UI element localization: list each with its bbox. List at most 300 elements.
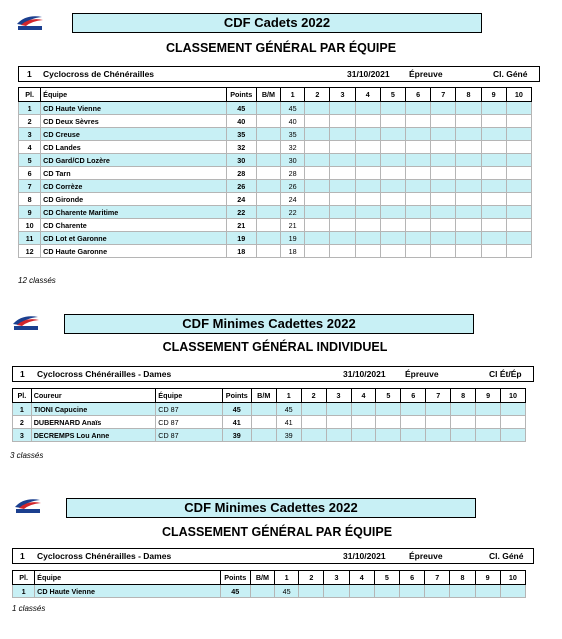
table-cell-empty	[251, 403, 276, 416]
table-cell-empty	[431, 128, 456, 141]
table-cell: 35	[281, 128, 305, 141]
table-cell-empty	[426, 403, 451, 416]
table-cell-empty	[330, 154, 355, 167]
table-cell-empty	[305, 193, 330, 206]
table-row	[19, 232, 532, 245]
classified-count: 3 classés	[10, 451, 44, 460]
section-subtitle: CLASSEMENT GÉNÉRAL PAR ÉQUIPE	[161, 525, 393, 539]
table-cell: CD Gard/CD Lozère	[41, 154, 226, 167]
table-cell-empty	[355, 115, 380, 128]
race-info-bar	[12, 548, 534, 564]
race-epreuve: Épreuve	[409, 551, 443, 561]
col-header: B/M	[250, 571, 274, 585]
table-cell-empty	[330, 245, 355, 258]
table-cell: CD Charente Maritime	[41, 206, 226, 219]
table-cell-empty	[506, 245, 531, 258]
table-cell-empty	[405, 245, 430, 258]
table-cell-empty	[256, 167, 280, 180]
table-cell: 45	[275, 585, 299, 598]
col-header: 7	[431, 88, 456, 102]
table-cell-empty	[501, 403, 526, 416]
table-cell-empty	[256, 180, 280, 193]
col-header: 3	[324, 571, 349, 585]
col-header: B/M	[251, 389, 276, 403]
race-date: 31/10/2021	[343, 551, 386, 561]
table-cell: 1	[13, 585, 35, 598]
table-cell-empty	[405, 193, 430, 206]
table-cell-empty	[456, 219, 481, 232]
table-cell-empty	[431, 154, 456, 167]
table-cell-empty	[380, 115, 405, 128]
table-cell-empty	[431, 141, 456, 154]
race-name: Cyclocross Chénérailles - Dames	[37, 551, 172, 561]
table-cell: 9	[19, 206, 41, 219]
table-cell-empty	[376, 429, 401, 442]
table-row	[13, 403, 526, 416]
table-cell-empty	[326, 416, 351, 429]
table-cell-empty	[380, 193, 405, 206]
col-header: Pl.	[13, 389, 32, 403]
table-cell-empty	[256, 232, 280, 245]
table-cell-empty	[456, 232, 481, 245]
table-cell-empty	[431, 193, 456, 206]
table-cell-empty	[476, 429, 501, 442]
col-header: 8	[451, 389, 476, 403]
table-cell-empty	[506, 193, 531, 206]
table-cell-empty	[355, 245, 380, 258]
col-header: 9	[476, 389, 501, 403]
table-cell-empty	[405, 102, 430, 115]
table-cell: 41	[222, 416, 251, 429]
col-header: 8	[450, 571, 475, 585]
table-cell: CD 87	[156, 429, 222, 442]
table-cell-empty	[456, 141, 481, 154]
table-cell-empty	[355, 154, 380, 167]
race-epreuve: Épreuve	[405, 369, 439, 379]
col-header: 8	[456, 88, 481, 102]
col-header: 10	[500, 571, 525, 585]
table-cell: 5	[19, 154, 41, 167]
table-cell-empty	[351, 416, 376, 429]
table-cell-empty	[451, 403, 476, 416]
table-row	[13, 416, 526, 429]
table-cell-empty	[305, 128, 330, 141]
table-cell-empty	[405, 115, 430, 128]
table-cell: 41	[276, 416, 301, 429]
col-header: 2	[299, 571, 324, 585]
table-cell: 12	[19, 245, 41, 258]
table-cell-empty	[456, 115, 481, 128]
section-title: CDF Minimes Cadettes 2022	[66, 498, 476, 518]
table-cell: CD Landes	[41, 141, 226, 154]
table-cell: CD Tarn	[41, 167, 226, 180]
table-cell-empty	[456, 154, 481, 167]
table-cell-empty	[456, 128, 481, 141]
table-cell-empty	[456, 102, 481, 115]
table-cell: 8	[19, 193, 41, 206]
table-row	[19, 128, 532, 141]
table-cell-empty	[355, 128, 380, 141]
table-cell-empty	[330, 206, 355, 219]
table-cell-empty	[330, 180, 355, 193]
table-cell: CD Creuse	[41, 128, 226, 141]
table-cell-empty	[256, 206, 280, 219]
table-cell-empty	[405, 206, 430, 219]
table-cell-empty	[305, 219, 330, 232]
race-classement: Cl Ét/Ép	[489, 369, 522, 379]
table-cell-empty	[330, 128, 355, 141]
table-cell-empty	[355, 102, 380, 115]
classified-count: 12 classés	[18, 276, 56, 285]
table-cell-empty	[481, 219, 506, 232]
table-cell-empty	[326, 429, 351, 442]
federation-logo	[10, 312, 42, 332]
table-cell: 24	[281, 193, 305, 206]
table-cell: 1	[13, 403, 32, 416]
col-header: 4	[355, 88, 380, 102]
table-cell-empty	[481, 232, 506, 245]
table-cell: 3	[13, 429, 32, 442]
table-cell-empty	[305, 115, 330, 128]
table-cell: 35	[226, 128, 256, 141]
race-classement: Cl. Géné	[489, 551, 524, 561]
table-row	[19, 167, 532, 180]
col-header: 5	[376, 389, 401, 403]
table-cell-empty	[256, 193, 280, 206]
col-header: 7	[425, 571, 450, 585]
table-cell: 26	[226, 180, 256, 193]
col-header: 1	[281, 88, 305, 102]
table-cell-empty	[380, 232, 405, 245]
table-row	[19, 154, 532, 167]
table-cell-empty	[481, 154, 506, 167]
table-cell-empty	[431, 232, 456, 245]
table-cell: CD Lot et Garonne	[41, 232, 226, 245]
table-cell: 19	[226, 232, 256, 245]
race-number: 1	[27, 69, 32, 79]
table-cell: 7	[19, 180, 41, 193]
table-row	[19, 141, 532, 154]
table-cell: 32	[226, 141, 256, 154]
table-cell: 45	[281, 102, 305, 115]
table-cell: 24	[226, 193, 256, 206]
section-title: CDF Minimes Cadettes 2022	[64, 314, 474, 334]
table-cell-empty	[506, 219, 531, 232]
table-cell-empty	[481, 141, 506, 154]
table-cell-empty	[380, 219, 405, 232]
ranking-table	[18, 87, 532, 258]
table-cell-empty	[481, 180, 506, 193]
table-cell-empty	[380, 128, 405, 141]
table-cell: 3	[19, 128, 41, 141]
col-header: 6	[399, 571, 424, 585]
table-row	[19, 115, 532, 128]
col-header: 7	[426, 389, 451, 403]
table-cell-empty	[481, 102, 506, 115]
col-header: 6	[405, 88, 430, 102]
table-cell-empty	[405, 167, 430, 180]
table-cell-empty	[506, 154, 531, 167]
col-header: 3	[330, 88, 355, 102]
table-cell-empty	[506, 102, 531, 115]
ranking-table	[12, 570, 526, 598]
table-cell-empty	[256, 115, 280, 128]
table-cell-empty	[431, 180, 456, 193]
col-header: Équipe	[41, 88, 226, 102]
table-cell-empty	[355, 219, 380, 232]
table-cell: 10	[19, 219, 41, 232]
section-cadets-equipe	[0, 0, 562, 290]
table-cell-empty	[305, 167, 330, 180]
table-cell: 19	[281, 232, 305, 245]
table-cell-empty	[305, 206, 330, 219]
table-cell-empty	[305, 180, 330, 193]
table-cell: CD Haute Garonne	[41, 245, 226, 258]
col-header: 3	[326, 389, 351, 403]
table-cell-empty	[456, 180, 481, 193]
table-cell-empty	[330, 141, 355, 154]
table-cell: 45	[226, 102, 256, 115]
table-cell: 30	[226, 154, 256, 167]
race-number: 1	[20, 369, 25, 379]
table-cell-empty	[401, 416, 426, 429]
table-cell: 22	[281, 206, 305, 219]
table-row	[19, 193, 532, 206]
table-cell: 40	[281, 115, 305, 128]
table-cell: TIONI Capucine	[31, 403, 156, 416]
race-info-bar	[18, 66, 540, 82]
col-header: Pl.	[13, 571, 35, 585]
table-cell: CD Charente	[41, 219, 226, 232]
table-cell: 2	[13, 416, 32, 429]
table-row	[19, 219, 532, 232]
table-cell-empty	[476, 416, 501, 429]
col-header: 4	[349, 571, 374, 585]
table-cell: DECREMPS Lou Anne	[31, 429, 156, 442]
table-cell: 45	[276, 403, 301, 416]
table-cell-empty	[425, 585, 450, 598]
table-cell-empty	[481, 167, 506, 180]
table-cell-empty	[374, 585, 399, 598]
table-cell-empty	[330, 193, 355, 206]
table-cell: 45	[222, 403, 251, 416]
table-cell: 18	[226, 245, 256, 258]
table-header-row	[19, 88, 532, 102]
table-cell: 30	[281, 154, 305, 167]
table-cell-empty	[326, 403, 351, 416]
table-cell-empty	[506, 180, 531, 193]
table-row	[19, 245, 532, 258]
table-cell-empty	[405, 141, 430, 154]
race-classement: Cl. Géné	[493, 69, 528, 79]
classified-count: 1 classés	[12, 604, 46, 613]
table-cell-empty	[330, 115, 355, 128]
table-cell-empty	[405, 232, 430, 245]
race-number: 1	[20, 551, 25, 561]
table-cell-empty	[405, 180, 430, 193]
col-header: Équipe	[156, 389, 222, 403]
race-name: Cyclocross de Chénérailles	[43, 69, 155, 79]
table-cell: 39	[276, 429, 301, 442]
table-cell: 21	[281, 219, 305, 232]
table-cell: CD 87	[156, 403, 222, 416]
table-row	[19, 180, 532, 193]
table-cell-empty	[380, 102, 405, 115]
table-cell-empty	[450, 585, 475, 598]
col-header: 10	[506, 88, 531, 102]
table-cell: 45	[220, 585, 250, 598]
table-cell-empty	[305, 245, 330, 258]
col-header: B/M	[256, 88, 280, 102]
table-header-row	[13, 571, 526, 585]
table-cell-empty	[355, 167, 380, 180]
table-cell-empty	[301, 416, 326, 429]
table-cell: CD Haute Vienne	[35, 585, 220, 598]
table-cell-empty	[431, 206, 456, 219]
table-cell: 32	[281, 141, 305, 154]
table-cell-empty	[380, 245, 405, 258]
table-cell-empty	[256, 141, 280, 154]
table-cell-empty	[256, 219, 280, 232]
table-cell: DUBERNARD Anaïs	[31, 416, 156, 429]
race-date: 31/10/2021	[347, 69, 390, 79]
table-cell-empty	[305, 232, 330, 245]
col-header: Points	[222, 389, 251, 403]
table-cell: CD Haute Vienne	[41, 102, 226, 115]
col-header: 2	[305, 88, 330, 102]
table-cell-empty	[355, 193, 380, 206]
col-header: 2	[301, 389, 326, 403]
table-row	[19, 102, 532, 115]
table-cell-empty	[506, 206, 531, 219]
section-title: CDF Cadets 2022	[72, 13, 482, 33]
table-row	[13, 429, 526, 442]
col-header: Coureur	[31, 389, 156, 403]
table-cell-empty	[299, 585, 324, 598]
table-cell-empty	[251, 416, 276, 429]
table-cell-empty	[380, 154, 405, 167]
table-cell: CD Deux Sèvres	[41, 115, 226, 128]
table-cell-empty	[431, 245, 456, 258]
race-info-bar	[12, 366, 534, 382]
col-header: 1	[276, 389, 301, 403]
table-cell-empty	[506, 115, 531, 128]
table-cell: 18	[281, 245, 305, 258]
table-cell-empty	[355, 180, 380, 193]
col-header: Pl.	[19, 88, 41, 102]
table-cell-empty	[250, 585, 274, 598]
table-cell-empty	[506, 167, 531, 180]
table-cell-empty	[456, 206, 481, 219]
section-subtitle: CLASSEMENT GÉNÉRAL PAR ÉQUIPE	[165, 41, 397, 55]
col-header: 1	[275, 571, 299, 585]
table-cell-empty	[256, 154, 280, 167]
table-cell-empty	[376, 416, 401, 429]
table-cell: 4	[19, 141, 41, 154]
table-cell-empty	[506, 232, 531, 245]
table-cell-empty	[380, 180, 405, 193]
table-body	[13, 403, 526, 442]
table-cell-empty	[330, 102, 355, 115]
table-cell: 28	[281, 167, 305, 180]
table-cell-empty	[481, 245, 506, 258]
table-cell: CD 87	[156, 416, 222, 429]
table-cell-empty	[349, 585, 374, 598]
race-name: Cyclocross Chénérailles - Dames	[37, 369, 172, 379]
table-cell: CD Gironde	[41, 193, 226, 206]
table-cell-empty	[431, 219, 456, 232]
table-cell-empty	[405, 154, 430, 167]
table-cell-empty	[301, 403, 326, 416]
table-cell-empty	[456, 167, 481, 180]
table-cell-empty	[251, 429, 276, 442]
table-cell: 2	[19, 115, 41, 128]
col-header: 9	[475, 571, 500, 585]
section-minimes-equipe	[0, 485, 562, 639]
table-cell-empty	[301, 429, 326, 442]
table-cell-empty	[456, 245, 481, 258]
table-body	[19, 102, 532, 258]
table-cell: 11	[19, 232, 41, 245]
table-cell-empty	[506, 128, 531, 141]
table-cell-empty	[481, 193, 506, 206]
col-header: 6	[401, 389, 426, 403]
table-cell-empty	[500, 585, 525, 598]
table-cell-empty	[330, 219, 355, 232]
table-cell: 22	[226, 206, 256, 219]
table-cell-empty	[476, 403, 501, 416]
table-cell: 21	[226, 219, 256, 232]
ranking-table	[12, 388, 526, 442]
race-epreuve: Épreuve	[409, 69, 443, 79]
table-cell-empty	[380, 206, 405, 219]
col-header: 5	[380, 88, 405, 102]
table-cell-empty	[256, 245, 280, 258]
table-cell-empty	[351, 403, 376, 416]
federation-logo	[12, 495, 44, 515]
table-cell-empty	[330, 167, 355, 180]
table-cell-empty	[355, 206, 380, 219]
table-cell-empty	[401, 429, 426, 442]
section-subtitle: CLASSEMENT GÉNÉRAL INDIVIDUEL	[162, 340, 388, 354]
col-header: 4	[351, 389, 376, 403]
table-cell: CD Corrèze	[41, 180, 226, 193]
table-cell: 26	[281, 180, 305, 193]
table-cell-empty	[380, 167, 405, 180]
table-cell: 40	[226, 115, 256, 128]
table-cell-empty	[351, 429, 376, 442]
table-cell-empty	[501, 429, 526, 442]
table-body	[13, 585, 526, 598]
table-cell-empty	[481, 115, 506, 128]
federation-logo	[14, 12, 46, 32]
table-cell-empty	[380, 141, 405, 154]
race-date: 31/10/2021	[343, 369, 386, 379]
table-cell-empty	[376, 403, 401, 416]
table-cell-empty	[256, 128, 280, 141]
table-cell-empty	[426, 429, 451, 442]
table-cell-empty	[355, 232, 380, 245]
table-cell-empty	[501, 416, 526, 429]
table-cell-empty	[481, 128, 506, 141]
table-row	[19, 206, 532, 219]
table-cell-empty	[405, 219, 430, 232]
table-cell-empty	[324, 585, 349, 598]
table-cell-empty	[431, 115, 456, 128]
table-cell-empty	[330, 232, 355, 245]
col-header: Points	[220, 571, 250, 585]
table-cell-empty	[451, 429, 476, 442]
